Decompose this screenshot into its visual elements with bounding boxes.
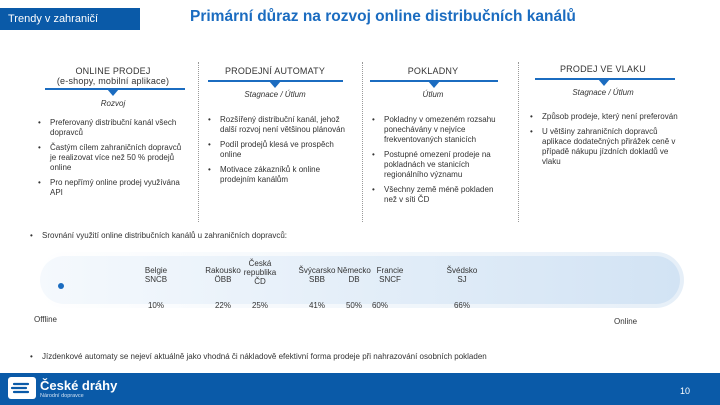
online-label: Online [614, 317, 638, 326]
ceske-drahy-logo-icon [8, 377, 36, 399]
note [30, 352, 487, 367]
page-title: Primární důraz na rozvoj online distribučních kanálů [190, 8, 576, 25]
column-divider [518, 62, 519, 222]
list-item: • Pokladny v omezeném rozsahu ponechávány v nejvíce frekventovaných stanicích [372, 115, 500, 145]
list-item: • Preferovaný distribuční kanál všech dopravců [38, 118, 188, 138]
list-item: • Postupné omezení prodeje na pokladnách ve stanicích regionálního významu [372, 150, 500, 180]
list-item: • Podíl prodejů klesá ve prospěch online [208, 140, 348, 160]
carrier-pct: 60% [371, 301, 388, 310]
list-item: • Jízdenkové automaty se nejeví aktuálně jako vhodná či nákladově efektivní forma prodeje při nahrazování osobních pokladen [30, 352, 487, 362]
column-online-head: ONLINE PRODEJ [75, 66, 151, 76]
list-item: • U většiny zahraničních dopravců aplikace dodatečných přirážek ceně v případě nákupu jízdních dokladů ve vlaku [530, 127, 678, 167]
carrier-pct: 22% [214, 301, 231, 310]
column-automaty-head: PRODEJNÍ AUTOMATY [224, 66, 326, 76]
carrier-name: Švýcarsko SBB [298, 266, 336, 284]
list-item: • Rozšířený distribuční kanál, jehož další rozvoj není většinou plánován [208, 115, 348, 135]
list-item: • Častým cílem zahraničních dopravců je realizovat více než 50 % prodejů online [38, 143, 188, 173]
column-vlak-head: PRODEJ VE VLAKU [559, 64, 647, 74]
column-pokladny-status: Útlum [422, 90, 444, 99]
carrier-name: Česká republika ČD [243, 259, 277, 286]
column-automaty-list [208, 115, 348, 190]
list-item: • Způsob prodeje, který není preferován [530, 112, 678, 122]
column-online-arrow-icon [107, 89, 119, 96]
column-divider [198, 62, 199, 222]
scale-start-dot [58, 283, 64, 289]
carrier-pct: 41% [308, 301, 325, 310]
carrier-pct: 50% [345, 301, 362, 310]
column-online-head-detail: (e-shopy, mobilní aplikace) [56, 76, 170, 86]
section-tag: Trendy v zahraničí [0, 8, 140, 30]
carrier-name: Rakousko ÖBB [205, 266, 241, 284]
column-vlak-arrow-icon [598, 79, 610, 86]
carrier-pct: 25% [251, 301, 268, 310]
carrier-pct: 66% [453, 301, 470, 310]
column-online-status: Rozvoj [100, 99, 126, 108]
column-divider [362, 62, 363, 222]
list-item: • Motivace zákazníků k online prodejním kanálům [208, 165, 348, 185]
brand-name: České dráhy [40, 378, 118, 393]
column-automaty-arrow-icon [269, 81, 281, 88]
column-vlak-status: Stagnace / Útlum [572, 88, 634, 97]
column-pokladny-arrow-icon [428, 81, 440, 88]
carrier-name: Francie SNCF [376, 266, 404, 284]
carrier-name: Belgie SNCB [144, 266, 168, 284]
carrier-name: Švédsko SJ [446, 266, 478, 284]
offline-label: Offline [34, 315, 57, 324]
carrier-pct: 10% [147, 301, 164, 310]
brand-tagline: Národní dopravce [40, 393, 84, 399]
column-pokladny-list [372, 115, 500, 210]
carrier-name: Německo DB [337, 266, 371, 284]
list-item: • Všechny země méně pokladen než v síti ČD [372, 185, 500, 205]
column-automaty-status: Stagnace / Útlum [244, 90, 306, 99]
page-number: 10 [679, 386, 690, 396]
list-item: • Srovnání využití online distribučních kanálů u zahraničních dopravců: [30, 231, 287, 241]
list-item: • Pro nepřímý online prodej využívána API [38, 178, 188, 198]
comparison-label [30, 231, 287, 246]
column-online-list [38, 118, 188, 203]
column-vlak-list [530, 112, 678, 172]
column-pokladny-head: POKLADNY [407, 66, 459, 76]
